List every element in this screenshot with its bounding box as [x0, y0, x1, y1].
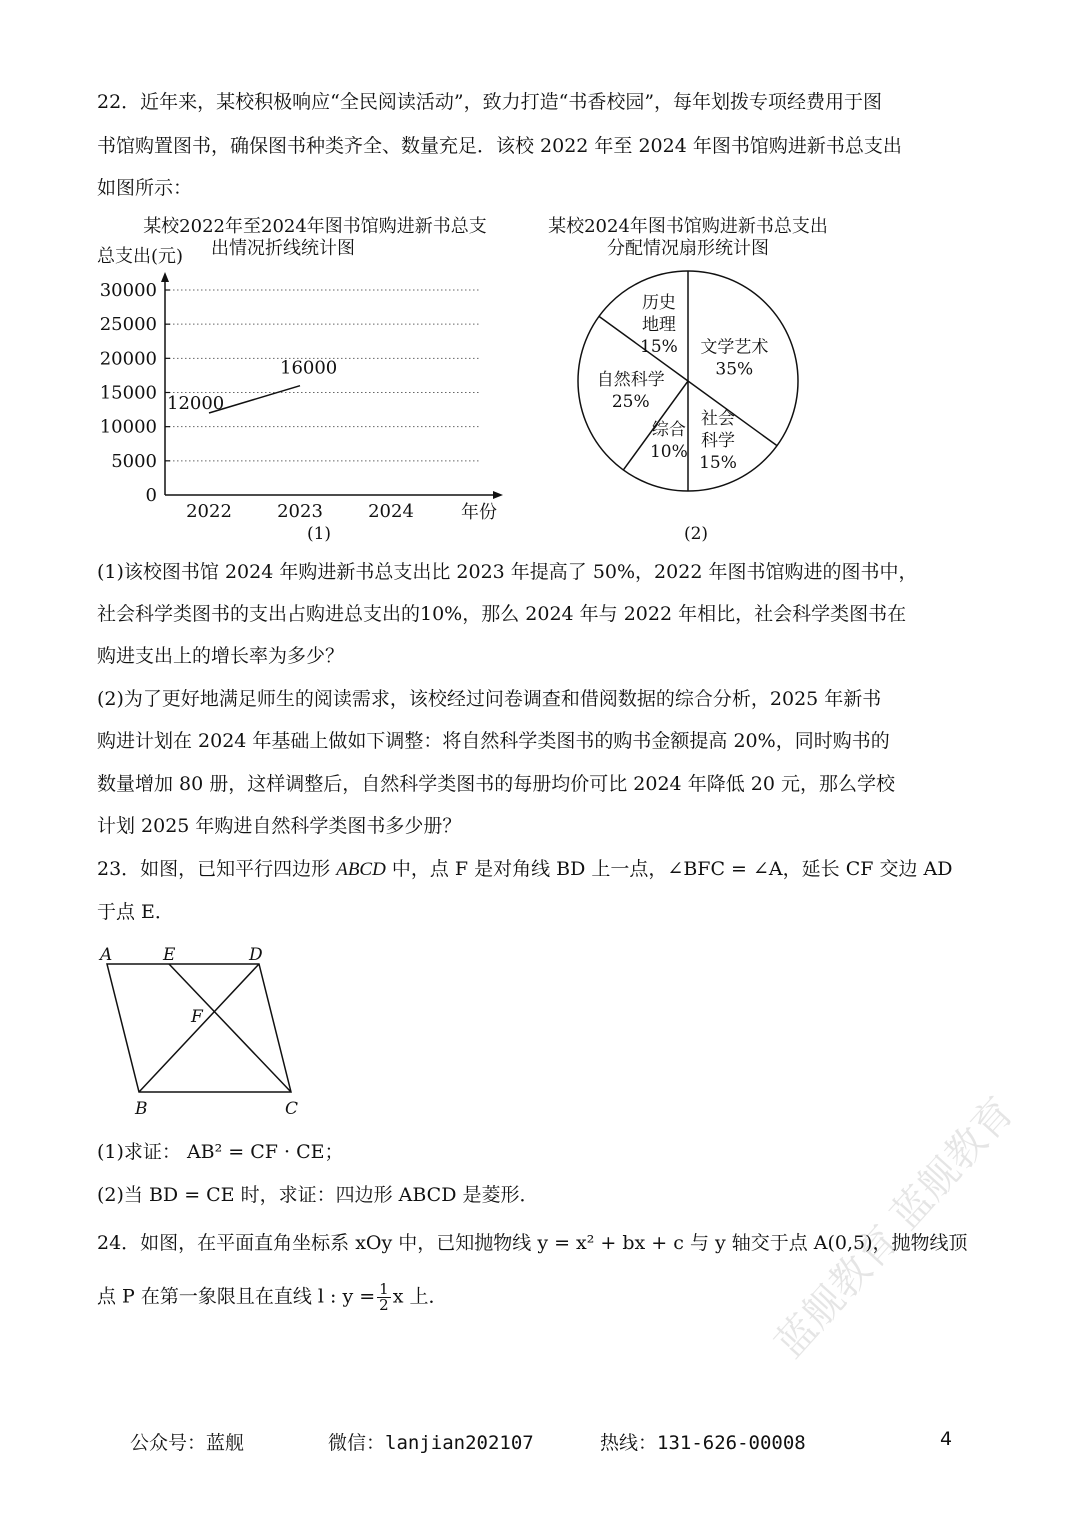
- q24-line2-prefix: 点 P 在第一象限且在直线 l : y =: [97, 1285, 376, 1308]
- footer-hotline: 热线：131-626-00008: [600, 1432, 806, 1454]
- q23-stem-line-2: 于点 E．: [97, 901, 174, 923]
- ytick-label-30000: 30000: [99, 280, 157, 301]
- segment-ce: [169, 964, 291, 1092]
- point-c-label: C: [285, 1099, 299, 1119]
- q22-part2-line-1: (2)为了更好地满足师生的阅读需求，该校经过问卷调查和借阅数据的综合分析，2025 年新书: [97, 688, 882, 710]
- q23-stem-rest: 中，点 F 是对角线 BD 上一点，∠BFC = ∠A，延长 CF 交边 AD: [391, 858, 953, 880]
- ytick-label-0: 0: [145, 485, 157, 506]
- q22-line-1: 22．近年来，某校积极响应“全民阅读活动”，致力打造“书香校园”，每年划拨专项经费用于图: [97, 91, 883, 113]
- pie-pct-natural-science: 25%: [611, 392, 650, 413]
- q23-part2: (2)当 BD = CE 时，求证：四边形 ABCD 是菱形．: [97, 1184, 539, 1206]
- pie-chart: [520, 210, 860, 550]
- ytick-label-5000: 5000: [111, 450, 157, 472]
- line-chart-title-2: 出情况折线统计图: [211, 238, 355, 259]
- data-label-2023: 16000: [280, 357, 338, 379]
- footer-wechat: 微信：lanjian202107: [328, 1432, 534, 1454]
- q24-line2-suffix: x 上．: [392, 1285, 448, 1308]
- parallelogram-figure: [95, 940, 325, 1125]
- q22-part1-line-1: (1)该校图书馆 2024 年购进新书总支出比 2023 年提高了 50%，2022 年图书馆购进的图书中，: [97, 561, 918, 583]
- q24-line-1: 24．如图，在平面直角坐标系 xOy 中，已知抛物线 y = x² + bx + c 与 y 轴交于点 A(0,5)，抛物线顶: [97, 1232, 968, 1254]
- q22-line-2: 书馆购置图书，确保图书种类齐全、数量充足．该校 2022 年至 2024 年图书馆购进新书总支出: [97, 135, 902, 157]
- pie-label-history-geography-0: 历史: [641, 292, 676, 313]
- data-label-2022: 12000: [167, 393, 225, 414]
- line-chart-title-1: 某校2022年至2024年图书馆购进新书总支: [143, 216, 487, 237]
- q22-part2-line-4: 计划 2025 年购进自然科学类图书多少册？: [97, 815, 462, 837]
- x-axis-arrow: [493, 491, 503, 499]
- pie-pct-social-science: 15%: [699, 452, 737, 473]
- pie-label-natural-science-0: 自然科学: [596, 370, 665, 391]
- line-chart-caption: (1): [306, 524, 332, 544]
- fraction-numerator: 1: [379, 1280, 389, 1298]
- point-e-label: E: [163, 945, 176, 965]
- xtick-label-2022: 2022: [186, 501, 232, 522]
- q24-line-2: [97, 1282, 447, 1313]
- pie-label-social-science-0: 社会: [700, 408, 735, 429]
- pie-label-comprehensive-0: 综合: [651, 419, 686, 440]
- pie-label-history-geography-1: 地理: [641, 314, 676, 335]
- line-chart: [95, 210, 515, 550]
- y-axis-arrow: [161, 272, 169, 282]
- q23-stem-prefix: 23．如图，已知平行四边形: [97, 858, 337, 880]
- ytick-label-20000: 20000: [99, 348, 157, 370]
- pie-pct-comprehensive: 10%: [649, 441, 688, 462]
- point-a-label: A: [100, 945, 113, 965]
- q22-line-3: 如图所示：: [97, 177, 193, 199]
- q22-part1-line-2: 社会科学类图书的支出占购进总支出的10%，那么 2024 年与 2022 年相比，社会科学类图书在: [97, 603, 907, 625]
- ytick-label-15000: 15000: [99, 382, 157, 404]
- footer-page-number: 4: [940, 1428, 953, 1450]
- q22-part2-line-3: 数量增加 80 册，这样调整后，自然科学类图书的每册均价可比 2024 年降低 20 元，那么学校: [97, 773, 895, 795]
- line-chart-ylabel: 总支出(元): [97, 246, 184, 267]
- pie-label-social-science-1: 科学: [700, 430, 735, 451]
- footer-gzh: 公众号：蓝舰: [130, 1432, 245, 1454]
- point-b-label: B: [135, 1099, 148, 1119]
- pie-chart-caption: (2): [683, 524, 709, 544]
- q22-part1-line-3: 购进支出上的增长率为多少？: [97, 645, 345, 667]
- pie-chart-title-1: 某校2024年图书馆购进新书总支出: [548, 216, 828, 237]
- pie-pct-history-geography: 15%: [640, 336, 678, 357]
- q23-stem-line-1: [97, 855, 952, 884]
- watermark: 蓝舰教育 蓝舰教育: [766, 1088, 1024, 1367]
- diagonal-bd: [139, 964, 259, 1092]
- point-f-label: F: [191, 1007, 203, 1027]
- q23-part1: (1)求证： AB² = CF · CE；: [97, 1141, 344, 1163]
- fraction-denominator: 2: [379, 1296, 389, 1314]
- line-chart-xlabel: 年份: [461, 502, 497, 523]
- xtick-label-2023: 2023: [277, 501, 323, 522]
- pie-label-literature-art-0: 文学艺术: [700, 337, 769, 358]
- point-d-label: D: [249, 945, 263, 965]
- q22-part2-line-2: 购进计划在 2024 年基础上做如下调整：将自然科学类图书的购书金额提高 20%，同时购书的: [97, 730, 890, 752]
- pie-chart-title-2: 分配情况扇形统计图: [607, 238, 769, 259]
- q23-abcd: ABCD: [336, 859, 386, 880]
- pie-pct-literature-art: 35%: [715, 359, 754, 380]
- xtick-label-2024: 2024: [368, 501, 414, 522]
- fraction-one-half: [377, 1282, 391, 1313]
- ytick-label-25000: 25000: [99, 314, 157, 336]
- ytick-label-10000: 10000: [99, 416, 157, 438]
